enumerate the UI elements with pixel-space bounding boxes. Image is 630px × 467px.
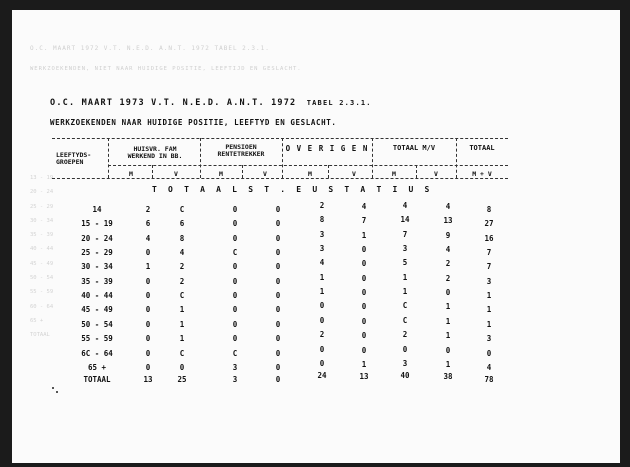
table-cell: 40 (400, 371, 410, 381)
table-cell: 78 (484, 375, 494, 385)
table-cell: C (402, 315, 408, 325)
speck (56, 391, 58, 393)
table-cell: 38 (443, 372, 453, 382)
table-cell: 3 (402, 244, 408, 254)
table-cell: 0 (145, 334, 151, 344)
table-cell: 9 (445, 230, 451, 240)
table-cell: 0 (402, 344, 408, 354)
table-cell: 0 (275, 233, 281, 243)
table-subtitle: WERKZOEKENDEN NAAR HUIDIGE POSITIE, LEEFTYD EN GESLACHT. (50, 118, 337, 127)
col-divider (282, 138, 283, 178)
table-cell: 0 (445, 345, 451, 355)
table-cell: 1 (179, 305, 185, 315)
table-cell: C (232, 348, 238, 358)
table-cell: 1 (179, 334, 185, 344)
sub-divider (242, 165, 243, 178)
table-cell: 0 (361, 316, 367, 326)
bleed-through-column: 13 - 19 20 - 24 25 - 29 30 - 34 35 - 39 40 - 44 45 - 49 50 - 54 55 - 59 60 - 64 65 + TOTAAL (30, 175, 54, 339)
table-cell: C (402, 301, 408, 311)
subheader-v: V (263, 170, 267, 178)
row-label: 20 - 24 (81, 233, 113, 243)
table-cell: 1 (402, 272, 408, 282)
table-cell: 0 (145, 362, 151, 372)
table-cell: 16 (484, 233, 494, 243)
col-divider (200, 138, 201, 178)
table-cell: 0 (179, 362, 185, 372)
table-cell: 0 (232, 305, 238, 315)
table-cell: 4 (179, 248, 185, 258)
row-label: 30 - 34 (81, 262, 113, 272)
table-cell: 0 (361, 273, 367, 283)
table-cell: C (232, 248, 238, 258)
row-label: 65 + (87, 362, 107, 372)
header-other: O V E R I G E N (285, 144, 369, 153)
table-cell: 2 (319, 201, 325, 210)
table-cell: 3 (486, 334, 492, 344)
title-text: O.C. MAART 1973 V.T. N.E.D. A.N.T. 1972 (50, 98, 297, 108)
speck (52, 387, 54, 389)
table-cell: 0 (361, 302, 367, 312)
col-divider (372, 138, 373, 178)
table-cell: 2 (179, 276, 185, 286)
document-page (12, 10, 620, 463)
table-cell: 0 (145, 276, 151, 286)
table-cell: 1 (486, 291, 492, 301)
row-label: 6C - 64 (81, 348, 113, 358)
table-cell: 1 (179, 319, 185, 329)
table-cell: 0 (145, 319, 151, 329)
table-cell: 0 (275, 248, 281, 258)
table-cell: 0 (275, 219, 281, 229)
row-label: 55 - 59 (81, 334, 113, 344)
table-cell: 2 (179, 262, 185, 272)
table-cell: 0 (232, 291, 238, 301)
table-cell: 0 (145, 291, 151, 301)
table-cell: 7 (486, 248, 492, 258)
table-cell: 0 (275, 305, 281, 315)
bleed-through-line-2: WERKZOEKENDEN, NIET NAAR HUIDIGE POSITIE, LEEFTIJD EN GESLACHT. (30, 66, 302, 72)
table-cell: 1 (402, 287, 408, 297)
table-cell: 0 (232, 219, 238, 229)
table-cell: 2 (145, 205, 151, 214)
header-total: TOTAAL (469, 144, 495, 152)
table-number: TABEL 2.3.1. (306, 99, 372, 107)
table-cell: 6 (179, 219, 185, 229)
table-cell: 24 (317, 371, 327, 381)
top-rule (52, 138, 508, 139)
table-cell: 4 (145, 233, 151, 243)
subheader-v: V (434, 170, 438, 178)
table-cell: 0 (319, 301, 325, 311)
table-cell: 7 (402, 229, 408, 239)
table-cell: 1 (486, 305, 492, 315)
table-cell: C (179, 291, 185, 301)
subheader-m-plus-v: M + V (472, 170, 492, 178)
header-mid-rule (108, 165, 508, 166)
table-cell: 0 (486, 348, 492, 358)
table-cell: 0 (319, 315, 325, 325)
row-label: 25 - 29 (81, 248, 113, 258)
row-label: 14 (92, 205, 102, 214)
table-cell: 0 (275, 291, 281, 301)
row-label: TOTAAL (83, 375, 111, 385)
table-cell: 1 (445, 302, 451, 312)
row-label: 40 - 44 (81, 291, 113, 301)
table-cell: C (179, 205, 185, 214)
table-cell: 0 (232, 319, 238, 329)
table-cell: 0 (145, 248, 151, 258)
table-cell: 1 (486, 319, 492, 329)
table-cell: 0 (275, 262, 281, 272)
table-cell: 0 (275, 276, 281, 286)
page-title (50, 98, 372, 108)
table-cell: 1 (319, 272, 325, 282)
row-label: 35 - 39 (81, 276, 113, 286)
header-bottom-rule (52, 178, 508, 179)
subheader-m: M (129, 170, 133, 178)
header-housewife: HUISVR. FAM WERKEND IN BB. (127, 145, 183, 160)
table-cell: 3 (232, 362, 238, 372)
table-cell: 8 (179, 233, 185, 243)
table-cell: 7 (361, 216, 367, 226)
table-cell: 0 (275, 319, 281, 329)
table-cell: 0 (361, 245, 367, 255)
table-cell: 0 (361, 288, 367, 298)
table-cell: 0 (232, 276, 238, 286)
table-cell: 27 (484, 219, 494, 229)
row-label: 15 - 19 (81, 219, 113, 229)
table-cell: 0 (275, 334, 281, 344)
subheader-m: M (308, 170, 312, 178)
header-total-mv: TOTAAL M/V (392, 144, 436, 152)
header-age-group: LEEFTYDS- GROEPEN (56, 151, 92, 166)
sub-divider (152, 165, 153, 178)
table-cell: 0 (319, 358, 325, 368)
table-cell: 2 (319, 330, 325, 340)
subheader-m: M (392, 170, 396, 178)
table-cell: 1 (445, 331, 451, 341)
table-cell: 0 (445, 288, 451, 298)
table-cell: 0 (275, 348, 281, 358)
table-cell: 2 (402, 330, 408, 340)
table-cell: 0 (319, 344, 325, 354)
table-cell: 3 (486, 276, 492, 286)
table-cell: 13 (359, 372, 369, 382)
sub-divider (328, 165, 329, 178)
table-cell: 0 (361, 345, 367, 355)
table-cell: 1 (319, 287, 325, 297)
bleed-through-line-1: O.C. MAART 1972 V.T. N.E.D. A.N.T. 1972 TABEL 2.3.1. (30, 45, 270, 52)
table-cell: 4 (319, 258, 325, 268)
table-cell: 4 (361, 202, 367, 211)
section-heading: T O T A A L S T . E U S T A T I U S (152, 185, 433, 194)
col-divider (456, 138, 457, 178)
subheader-m: M (219, 170, 223, 178)
table-cell: 3 (232, 375, 238, 385)
row-label: 50 - 54 (81, 319, 113, 329)
table-cell: 4 (402, 201, 408, 210)
table-cell: 0 (275, 205, 281, 214)
table-cell: 4 (486, 362, 492, 372)
table-cell: 13 (443, 216, 453, 226)
subheader-v: V (352, 170, 356, 178)
table-cell: 0 (232, 334, 238, 344)
table-cell: 1 (361, 359, 367, 369)
col-divider (108, 138, 109, 178)
table-cell: 0 (145, 348, 151, 358)
table-cell: C (179, 348, 185, 358)
table-cell: 4 (445, 245, 451, 255)
table-cell: 4 (445, 202, 451, 211)
table-cell: 6 (145, 219, 151, 229)
table-cell: 1 (361, 230, 367, 240)
table-cell: 3 (319, 244, 325, 254)
subheader-v: V (174, 170, 178, 178)
table-cell: 25 (177, 375, 187, 385)
table-cell: 8 (319, 215, 325, 225)
table-cell: 0 (232, 233, 238, 243)
table-cell: 0 (145, 305, 151, 315)
header-pension: PENSIOEN RENTETREKKER (217, 143, 265, 158)
table-cell: 2 (445, 259, 451, 269)
row-label: 45 - 49 (81, 305, 113, 315)
table-cell: 3 (402, 358, 408, 368)
sub-divider (416, 165, 417, 178)
table-cell: 1 (445, 316, 451, 326)
table-cell: 3 (319, 229, 325, 239)
table-cell: 13 (143, 375, 153, 385)
table-cell: 2 (445, 273, 451, 283)
table-cell: 1 (145, 262, 151, 272)
table-cell: 7 (486, 262, 492, 272)
table-cell: 1 (445, 359, 451, 369)
table-cell: 0 (361, 259, 367, 269)
table-cell: 5 (402, 258, 408, 268)
table-cell: 0 (275, 375, 281, 385)
table-cell: 14 (400, 215, 410, 225)
table-cell: 8 (486, 205, 492, 214)
table-cell: 0 (361, 331, 367, 341)
table-cell: 0 (275, 362, 281, 372)
table-cell: 0 (232, 262, 238, 272)
table-cell: 0 (232, 205, 238, 214)
